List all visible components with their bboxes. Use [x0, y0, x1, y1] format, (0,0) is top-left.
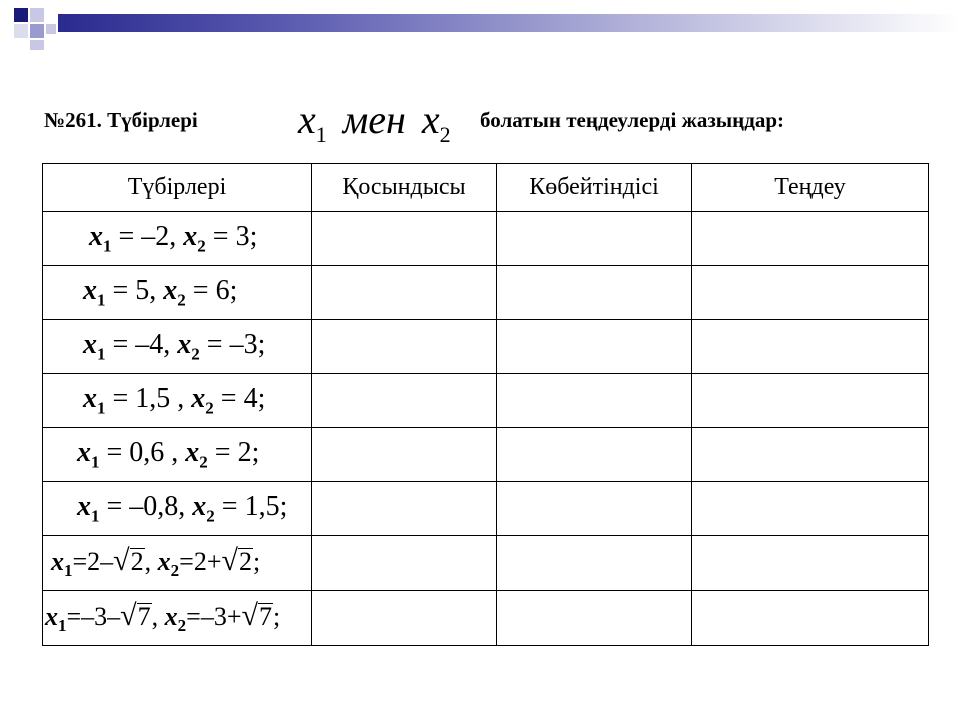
roots-cell: $x_1 = 5$, $x_2 = 6$; — [43, 266, 312, 320]
decor-square — [30, 24, 44, 38]
table-row — [43, 374, 929, 428]
header-gradient-bar — [58, 14, 960, 32]
product-cell[interactable] — [497, 320, 692, 374]
sum-cell[interactable] — [312, 374, 497, 428]
header-equation: Теңдеу — [692, 164, 929, 212]
product-cell[interactable] — [497, 428, 692, 482]
sum-cell[interactable] — [312, 320, 497, 374]
sum-cell[interactable] — [312, 428, 497, 482]
roots-cell: $x_1 = -0,8$, $x_2 = 1,5$; — [43, 482, 312, 536]
product-cell[interactable] — [497, 266, 692, 320]
equation-cell[interactable] — [692, 428, 929, 482]
table-row — [43, 482, 929, 536]
decor-square — [30, 8, 44, 22]
sum-cell[interactable] — [312, 266, 497, 320]
product-cell[interactable] — [497, 374, 692, 428]
roots-cell: $x_1=-3-√7$, $x_2=-3+√7$; — [43, 591, 312, 646]
roots-cell: $x_1 = -2$, $x_2 = 3$; — [43, 212, 312, 266]
sum-cell[interactable] — [312, 482, 497, 536]
header-product: Көбейтіндісі — [497, 164, 692, 212]
equation-cell[interactable] — [692, 374, 929, 428]
table-row — [43, 591, 929, 646]
table-row — [43, 428, 929, 482]
title-formula: $x_1$ мен $x_2$ — [298, 97, 451, 147]
sum-cell[interactable] — [312, 212, 497, 266]
product-cell[interactable] — [497, 212, 692, 266]
equation-cell[interactable] — [692, 266, 929, 320]
equation-cell[interactable] — [692, 482, 929, 536]
decor-square — [30, 40, 44, 50]
table-row — [43, 536, 929, 591]
sum-cell[interactable] — [312, 536, 497, 591]
equation-cell[interactable] — [692, 536, 929, 591]
header-sum: Қосындысы — [312, 164, 497, 212]
equation-cell[interactable] — [692, 212, 929, 266]
problem-instruction: болатын теңдеулерді жазыңдар: — [480, 108, 785, 132]
roots-table — [42, 163, 929, 646]
product-cell[interactable] — [497, 482, 692, 536]
decor-square — [46, 24, 56, 34]
table-row — [43, 212, 929, 266]
product-cell[interactable] — [497, 536, 692, 591]
table-row — [43, 266, 929, 320]
equation-cell[interactable] — [692, 591, 929, 646]
problem-title — [44, 96, 944, 156]
decor-square — [14, 24, 28, 38]
decor-square — [14, 8, 28, 22]
header-roots: Түбірлері — [43, 164, 312, 212]
table-header-row — [43, 164, 929, 212]
roots-cell: $x_1 = 1,5$ , $x_2 = 4$; — [43, 374, 312, 428]
table-row — [43, 320, 929, 374]
equation-cell[interactable] — [692, 320, 929, 374]
product-cell[interactable] — [497, 591, 692, 646]
roots-cell: $x_1 = 0,6$ , $x_2 = 2$; — [43, 428, 312, 482]
roots-cell: $x_1 = -4$, $x_2 = -3$; — [43, 320, 312, 374]
roots-cell: $x_1=2-√2$, $x_2=2+√2$; — [43, 536, 312, 591]
problem-number: №261. Түбірлері — [44, 108, 198, 132]
sum-cell[interactable] — [312, 591, 497, 646]
slide-decoration — [0, 0, 960, 60]
